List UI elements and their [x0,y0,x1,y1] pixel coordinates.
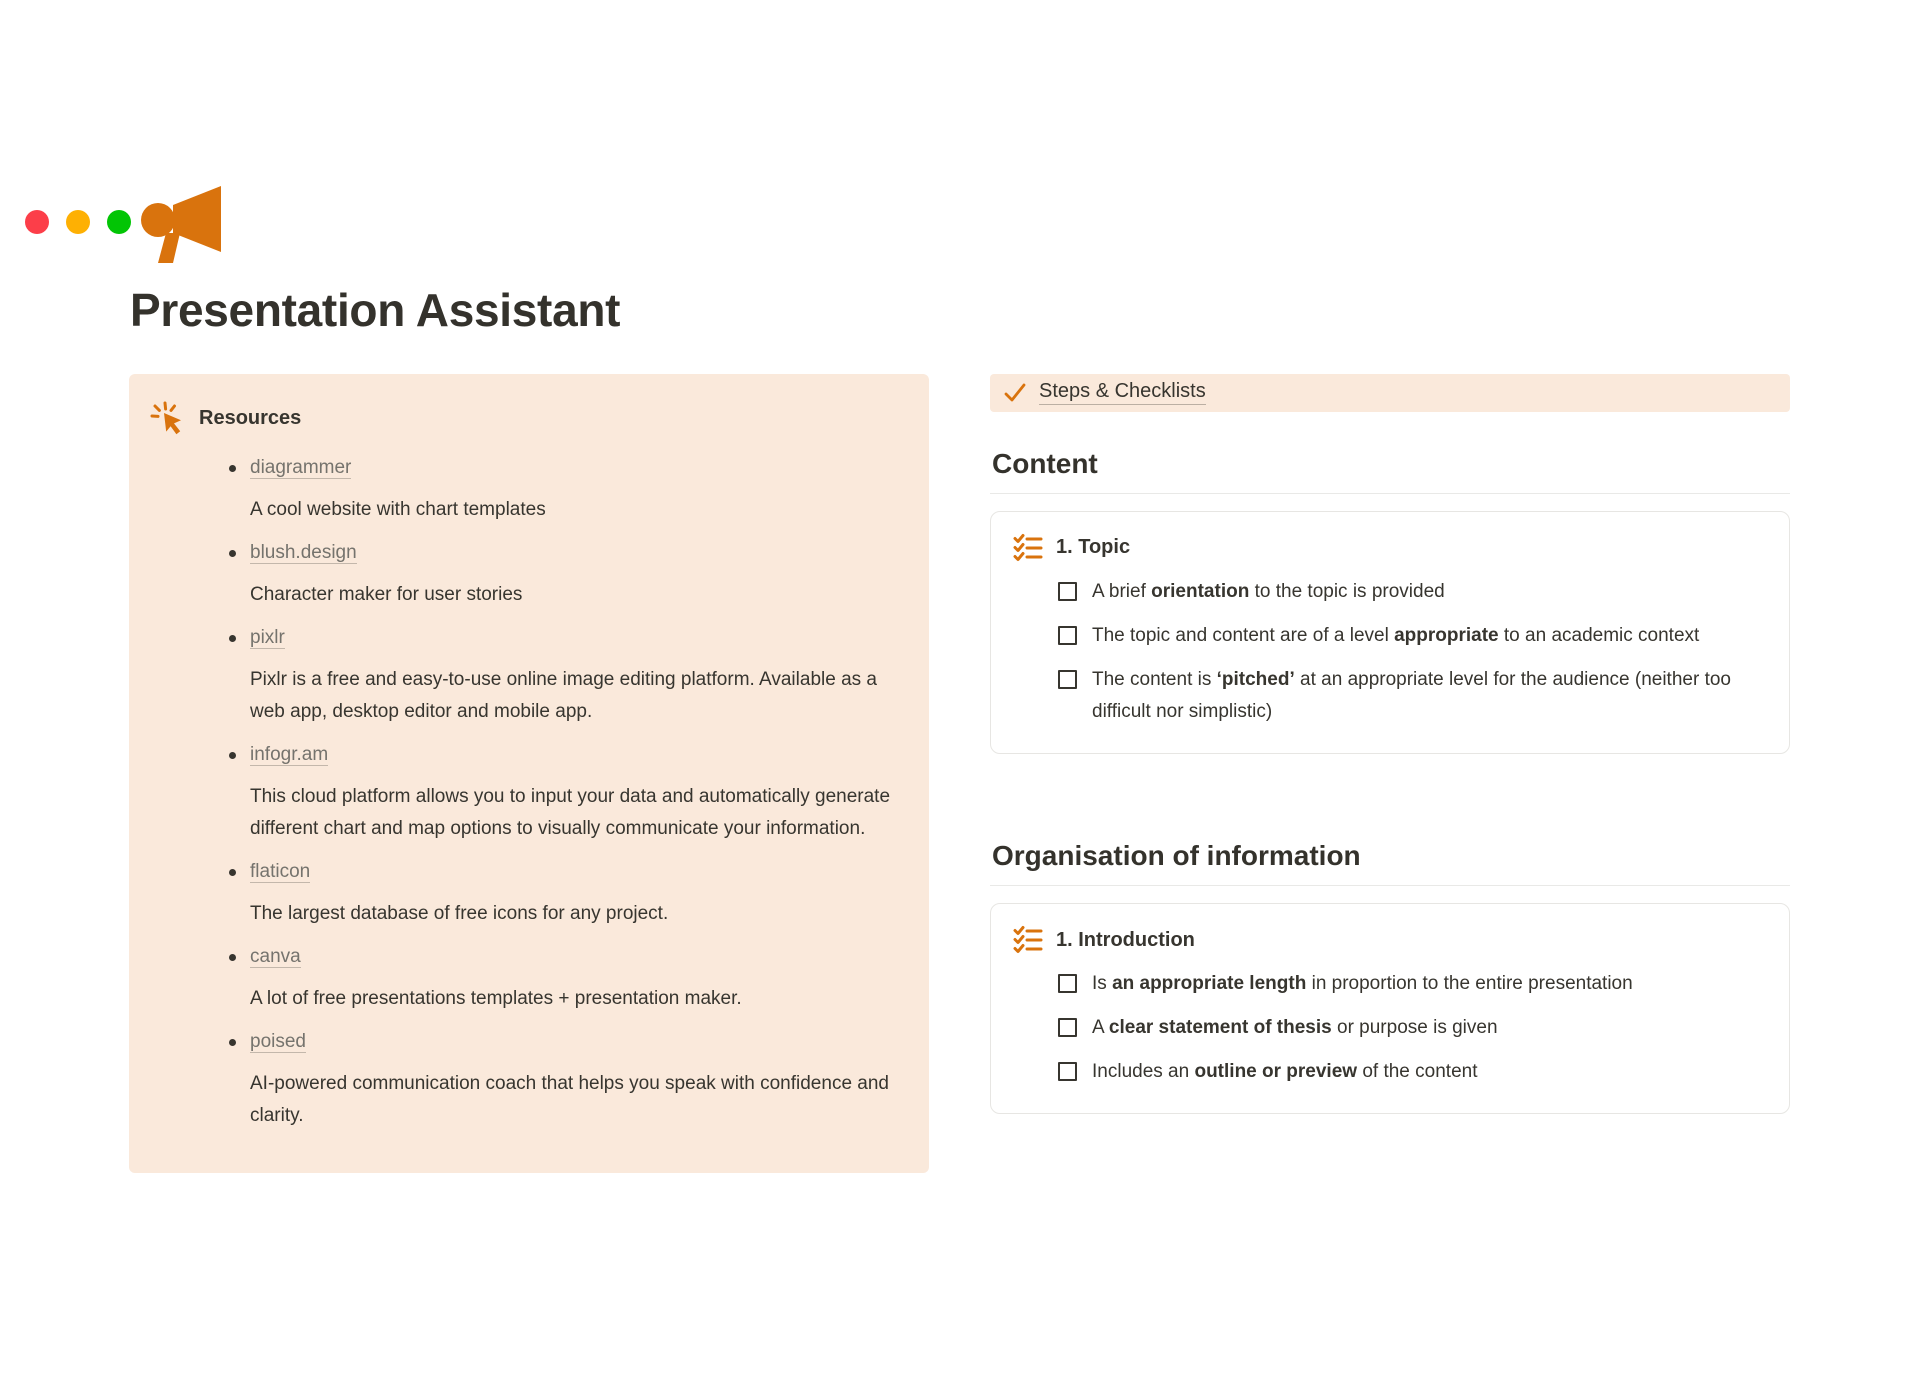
checkbox-unchecked[interactable] [1058,1062,1077,1081]
resource-link[interactable]: diagrammer [250,457,351,479]
resources-header [150,401,899,437]
checklist-item-text: The content is ‘pitched’ at an appropriate level for the audience (neither too difficult nor simplistic) [1092,664,1765,728]
resource-description: A cool website with chart templates [250,494,899,526]
resource-description: AI-powered communication coach that helps you speak with confidence and clarity. [250,1068,899,1132]
checklist-item [1058,968,1765,1000]
steps-checklists-link[interactable] [990,374,1790,412]
minimize-button[interactable] [66,210,90,234]
resource-description: Pixlr is a free and easy-to-use online image editing platform. Available as a web app, desktop editor and mobile app. [250,664,899,728]
introduction-card [990,903,1790,1114]
checkbox-unchecked[interactable] [1058,582,1077,601]
zoom-button[interactable] [107,210,131,234]
introduction-checklist [1058,968,1765,1088]
checklist-item-text: A brief orientation to the topic is provided [1092,576,1445,608]
resource-link[interactable]: infogr.am [250,744,328,766]
introduction-card-header [1013,925,1765,955]
divider [990,493,1790,494]
resource-description: This cloud platform allows you to input your data and automatically generate different chart and map options to visually communicate your information. [250,781,899,845]
checklist-item [1058,576,1765,608]
resources-title: Resources [199,407,301,430]
megaphone-icon[interactable] [139,185,223,265]
resource-link[interactable]: poised [250,1031,306,1053]
checklist-item [1058,620,1765,652]
check-icon [1003,381,1027,405]
resource-link[interactable]: pixlr [250,627,285,649]
section-heading-organisation: Organisation of information [992,838,1790,874]
checklist-item-text: The topic and content are of a level appropriate to an academic context [1092,620,1699,652]
resource-item [227,739,899,845]
checkbox-unchecked[interactable] [1058,1018,1077,1037]
close-button[interactable] [25,210,49,234]
resource-item [227,1026,899,1132]
resource-item [227,537,899,611]
checklist-icon [1013,925,1043,955]
resource-link[interactable]: flaticon [250,861,310,883]
checklist-item-text: A clear statement of thesis or purpose is given [1092,1012,1498,1044]
section-heading-content: Content [992,446,1790,482]
resource-item [227,856,899,930]
resource-item [227,622,899,728]
topic-card-header [1013,533,1765,563]
topic-checklist [1058,576,1765,728]
page-title: Presentation Assistant [130,285,1790,336]
resource-description: A lot of free presentations templates + presentation maker. [250,983,899,1015]
resource-item [227,941,899,1015]
introduction-card-title: 1. Introduction [1056,929,1195,952]
steps-checklists-label[interactable]: Steps & Checklists [1039,380,1206,405]
resources-list [150,452,899,1132]
resource-link[interactable]: blush.design [250,542,357,564]
click-icon [150,401,186,437]
resource-description: The largest database of free icons for any project. [250,898,899,930]
section-organisation [990,838,1790,1114]
resource-description: Character maker for user stories [250,579,899,611]
checklist-item-text: Is an appropriate length in proportion to the entire presentation [1092,968,1633,1000]
checkbox-unchecked[interactable] [1058,974,1077,993]
topic-card-title: 1. Topic [1056,536,1130,559]
section-content [990,446,1790,754]
checkbox-unchecked[interactable] [1058,626,1077,645]
checklist-item [1058,1012,1765,1044]
notion-page [0,185,1920,1173]
checklist-item-text: Includes an outline or preview of the content [1092,1056,1477,1088]
checklist-item [1058,1056,1765,1088]
resources-callout [129,374,929,1173]
checkbox-unchecked[interactable] [1058,670,1077,689]
checklists-column [990,374,1790,1115]
checklist-item [1058,664,1765,728]
checklist-icon [1013,533,1043,563]
resource-item [227,452,899,526]
divider [990,885,1790,886]
content-columns [129,374,1790,1173]
topic-card [990,511,1790,754]
window-controls [25,210,131,234]
resource-link[interactable]: canva [250,946,301,968]
